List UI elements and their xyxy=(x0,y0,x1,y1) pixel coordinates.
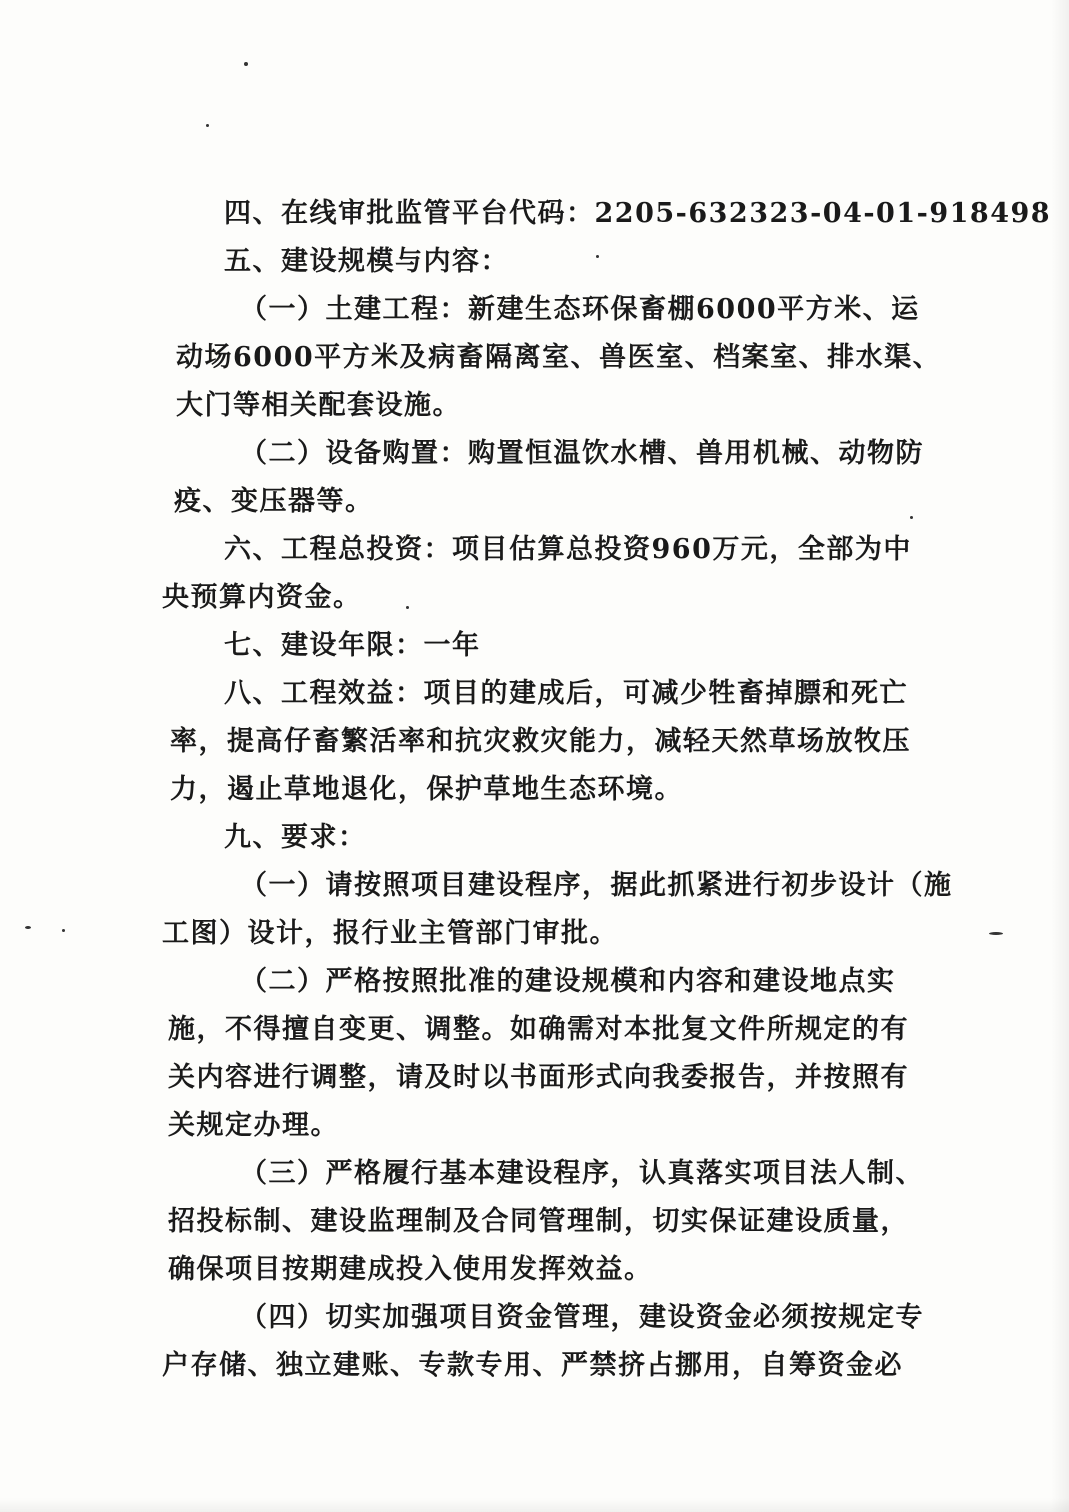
section-9-3-line-3: 确保项目按期建成投入使用发挥效益。 xyxy=(168,1254,653,1285)
section-5-1-line-3: 大门等相关配套设施。 xyxy=(176,390,461,421)
scan-speck xyxy=(25,926,31,929)
section-4-code: 四、在线审批监管平台代码：2205-632323-04-01-918498 xyxy=(224,198,1052,229)
section-9-2-line-2: 施，不得擅自变更、调整。如确需对本批复文件所规定的有 xyxy=(168,1014,909,1045)
scan-speck xyxy=(206,124,209,127)
scan-speck xyxy=(244,62,248,66)
page-edge-shadow xyxy=(0,1498,1069,1512)
section-5-2-line-2: 疫、变压器等。 xyxy=(174,486,374,517)
section-5-1-line-2: 动场6000平方米及病畜隔离室、兽医室、档案室、排水渠、 xyxy=(176,342,942,373)
section-5-1-line-1: （一）土建工程：新建生态环保畜棚6000平方米、运 xyxy=(240,294,920,325)
section-9-2-line-3: 关内容进行调整，请及时以书面形式向我委报告，并按照有 xyxy=(168,1062,909,1093)
document-body xyxy=(162,190,1052,1390)
section-9-1-line-2: 工图）设计，报行业主管部门审批。 xyxy=(162,918,618,949)
section-9-4-line-1: （四）切实加强项目资金管理，建设资金必须按规定专 xyxy=(240,1302,924,1333)
section-5-heading: 五、建设规模与内容： xyxy=(224,246,509,277)
page-edge-shadow xyxy=(1051,0,1069,1512)
section-6-line-1: 六、工程总投资：项目估算总投资960万元，全部为中 xyxy=(224,534,912,565)
section-9-3-line-2: 招投标制、建设监理制及合同管理制，切实保证建设质量， xyxy=(168,1206,909,1237)
section-9-3-line-1: （三）严格履行基本建设程序，认真落实项目法人制、 xyxy=(240,1158,924,1189)
section-6-line-2: 央预算内资金。 xyxy=(162,582,362,613)
section-8-line-3: 力，遏止草地退化，保护草地生态环境。 xyxy=(170,774,683,805)
scan-speck xyxy=(989,932,1003,935)
section-8-line-2: 率，提高仔畜繁活率和抗灾救灾能力，减轻天然草场放牧压 xyxy=(170,726,911,757)
section-9-4-line-2: 户存储、独立建账、专款专用、严禁挤占挪用，自筹资金必 xyxy=(162,1350,903,1381)
section-9-2-line-4: 关规定办理。 xyxy=(168,1110,339,1141)
section-7: 七、建设年限：一年 xyxy=(224,630,481,661)
scan-speck xyxy=(62,929,65,932)
section-9-heading: 九、要求： xyxy=(224,822,367,853)
section-5-2-line-1: （二）设备购置：购置恒温饮水槽、兽用机械、动物防 xyxy=(240,438,924,469)
section-9-1-line-1: （一）请按照项目建设程序，据此抓紧进行初步设计（施 xyxy=(240,870,953,901)
section-9-2-line-1: （二）严格按照批准的建设规模和内容和建设地点实 xyxy=(240,966,896,997)
section-8-line-1: 八、工程效益：项目的建成后，可减少牲畜掉膘和死亡 xyxy=(224,678,908,709)
